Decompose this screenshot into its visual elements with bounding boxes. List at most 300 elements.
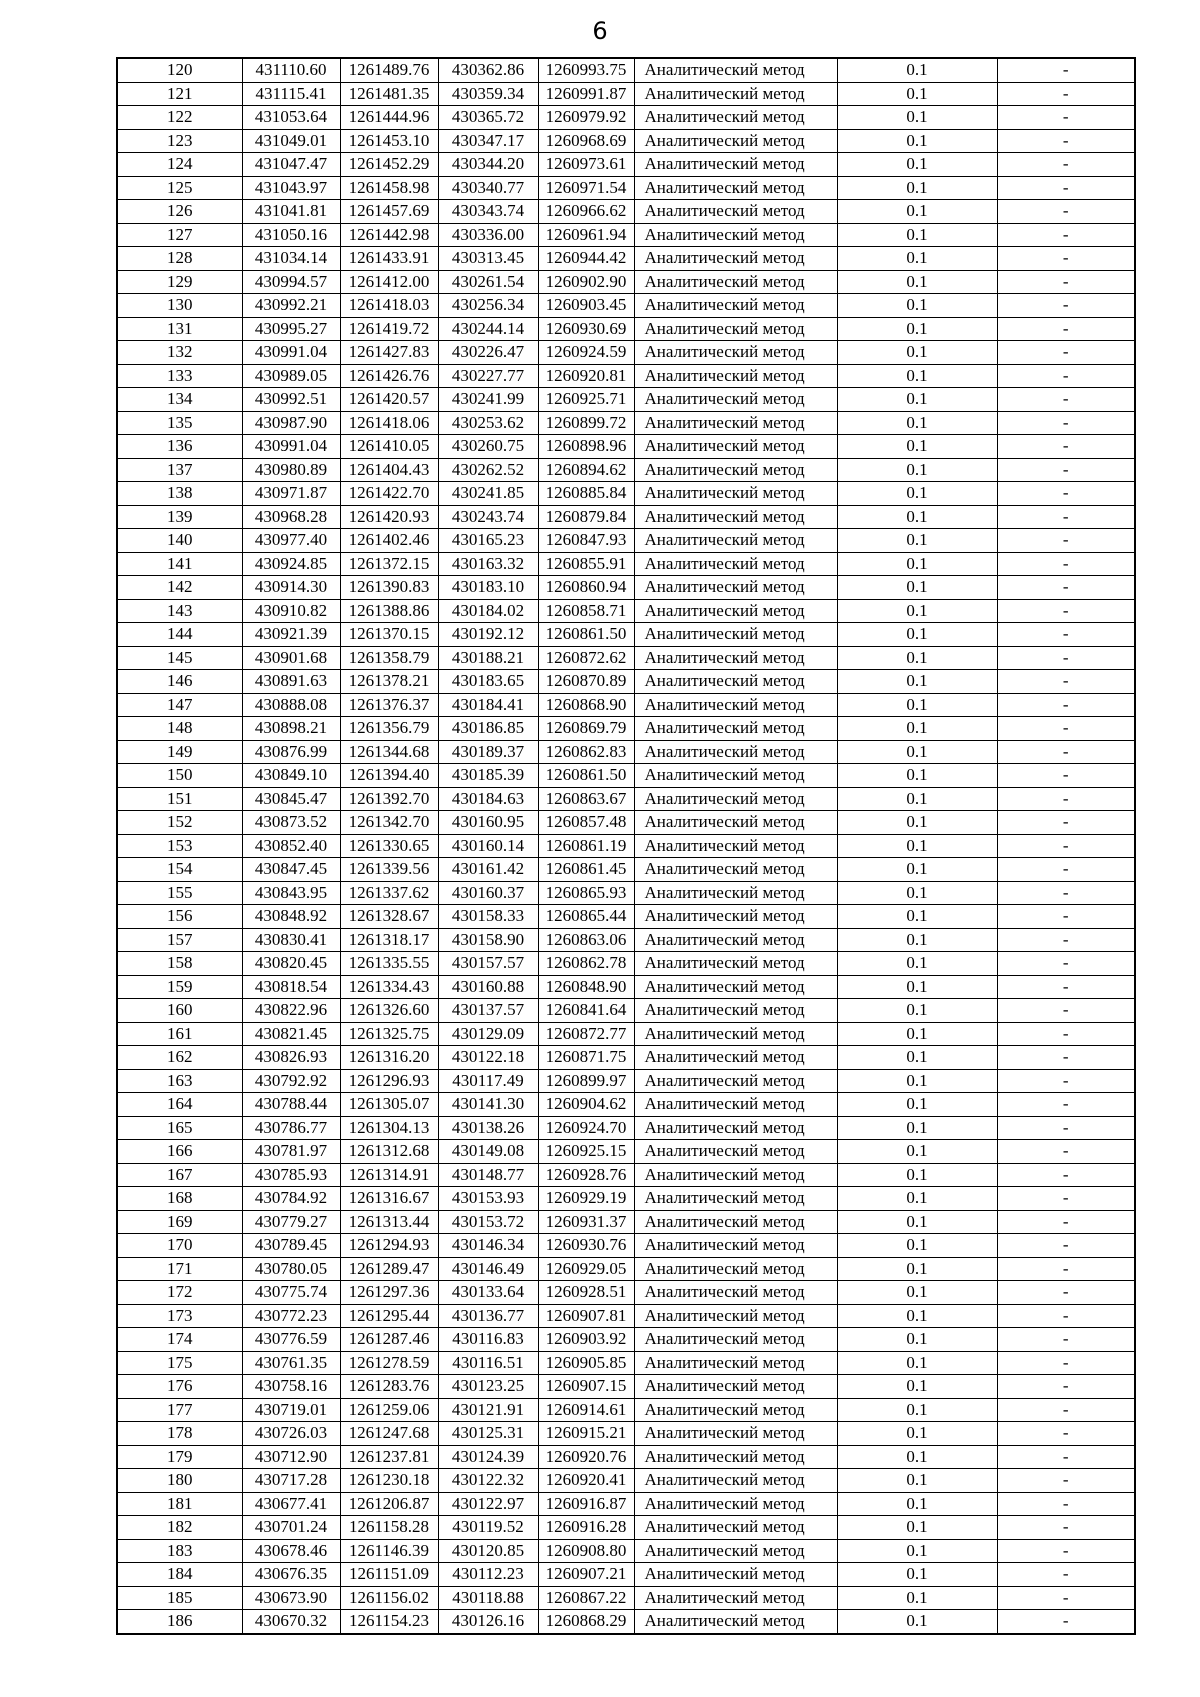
note-cell: - — [997, 1539, 1135, 1563]
y2-cell: 1260920.41 — [538, 1469, 634, 1493]
x1-cell: 430910.82 — [242, 599, 340, 623]
y2-cell: 1260961.94 — [538, 223, 634, 247]
y1-cell: 1261316.67 — [340, 1187, 438, 1211]
table-row — [117, 1328, 1135, 1352]
point-number-cell: 127 — [117, 223, 242, 247]
point-number-cell: 174 — [117, 1328, 242, 1352]
y1-cell: 1261313.44 — [340, 1210, 438, 1234]
accuracy-cell: 0.1 — [837, 1116, 997, 1140]
table-row — [117, 247, 1135, 271]
point-number-cell: 125 — [117, 176, 242, 200]
x2-cell: 430122.32 — [438, 1469, 538, 1493]
x2-cell: 430117.49 — [438, 1069, 538, 1093]
note-cell: - — [997, 975, 1135, 999]
note-cell: - — [997, 1093, 1135, 1117]
x1-cell: 430991.04 — [242, 341, 340, 365]
point-number-cell: 126 — [117, 200, 242, 224]
accuracy-cell: 0.1 — [837, 952, 997, 976]
y1-cell: 1261376.37 — [340, 693, 438, 717]
x1-cell: 430821.45 — [242, 1022, 340, 1046]
table-row — [117, 1187, 1135, 1211]
point-number-cell: 141 — [117, 552, 242, 576]
accuracy-cell: 0.1 — [837, 82, 997, 106]
note-cell: - — [997, 952, 1135, 976]
method-cell: Аналитический метод — [634, 1116, 837, 1140]
y1-cell: 1261316.20 — [340, 1046, 438, 1070]
y1-cell: 1261402.46 — [340, 529, 438, 553]
y2-cell: 1260868.90 — [538, 693, 634, 717]
x1-cell: 430848.92 — [242, 905, 340, 929]
point-number-cell: 147 — [117, 693, 242, 717]
table-row — [117, 317, 1135, 341]
method-cell: Аналитический метод — [634, 764, 837, 788]
table-row — [117, 1492, 1135, 1516]
method-cell: Аналитический метод — [634, 717, 837, 741]
x2-cell: 430256.34 — [438, 294, 538, 318]
y2-cell: 1260925.15 — [538, 1140, 634, 1164]
table-row — [117, 1234, 1135, 1258]
point-number-cell: 161 — [117, 1022, 242, 1046]
table-row — [117, 106, 1135, 130]
accuracy-cell: 0.1 — [837, 905, 997, 929]
accuracy-cell: 0.1 — [837, 928, 997, 952]
table-row — [117, 1257, 1135, 1281]
y1-cell: 1261318.17 — [340, 928, 438, 952]
method-cell: Аналитический метод — [634, 176, 837, 200]
accuracy-cell: 0.1 — [837, 1563, 997, 1587]
point-number-cell: 140 — [117, 529, 242, 553]
table-row — [117, 1539, 1135, 1563]
note-cell: - — [997, 928, 1135, 952]
note-cell: - — [997, 576, 1135, 600]
note-cell: - — [997, 1234, 1135, 1258]
note-cell: - — [997, 764, 1135, 788]
note-cell: - — [997, 670, 1135, 694]
y1-cell: 1261206.87 — [340, 1492, 438, 1516]
method-cell: Аналитический метод — [634, 388, 837, 412]
x2-cell: 430116.51 — [438, 1351, 538, 1375]
y1-cell: 1261444.96 — [340, 106, 438, 130]
x2-cell: 430122.97 — [438, 1492, 538, 1516]
x2-cell: 430340.77 — [438, 176, 538, 200]
accuracy-cell: 0.1 — [837, 529, 997, 553]
x2-cell: 430227.77 — [438, 364, 538, 388]
note-cell: - — [997, 811, 1135, 835]
accuracy-cell: 0.1 — [837, 1069, 997, 1093]
table-row — [117, 176, 1135, 200]
x1-cell: 430673.90 — [242, 1586, 340, 1610]
x1-cell: 431053.64 — [242, 106, 340, 130]
x2-cell: 430344.20 — [438, 153, 538, 177]
note-cell: - — [997, 317, 1135, 341]
x1-cell: 431115.41 — [242, 82, 340, 106]
accuracy-cell: 0.1 — [837, 1492, 997, 1516]
y1-cell: 1261388.86 — [340, 599, 438, 623]
table-row — [117, 552, 1135, 576]
x1-cell: 430776.59 — [242, 1328, 340, 1352]
x2-cell: 430185.39 — [438, 764, 538, 788]
y2-cell: 1260867.22 — [538, 1586, 634, 1610]
y2-cell: 1260865.93 — [538, 881, 634, 905]
x1-cell: 430992.21 — [242, 294, 340, 318]
accuracy-cell: 0.1 — [837, 1351, 997, 1375]
point-number-cell: 152 — [117, 811, 242, 835]
y2-cell: 1260902.90 — [538, 270, 634, 294]
y2-cell: 1260870.89 — [538, 670, 634, 694]
accuracy-cell: 0.1 — [837, 1257, 997, 1281]
y2-cell: 1260858.71 — [538, 599, 634, 623]
x1-cell: 430876.99 — [242, 740, 340, 764]
point-number-cell: 171 — [117, 1257, 242, 1281]
x2-cell: 430347.17 — [438, 129, 538, 153]
table-row — [117, 693, 1135, 717]
y1-cell: 1261259.06 — [340, 1398, 438, 1422]
accuracy-cell: 0.1 — [837, 999, 997, 1023]
y1-cell: 1261312.68 — [340, 1140, 438, 1164]
y1-cell: 1261481.35 — [340, 82, 438, 106]
x1-cell: 430977.40 — [242, 529, 340, 553]
table-row — [117, 928, 1135, 952]
table-row — [117, 294, 1135, 318]
y2-cell: 1260861.45 — [538, 858, 634, 882]
note-cell: - — [997, 1563, 1135, 1587]
y2-cell: 1260907.81 — [538, 1304, 634, 1328]
y1-cell: 1261158.28 — [340, 1516, 438, 1540]
method-cell: Аналитический метод — [634, 1281, 837, 1305]
table-row — [117, 599, 1135, 623]
accuracy-cell: 0.1 — [837, 740, 997, 764]
note-cell: - — [997, 1140, 1135, 1164]
table-row — [117, 58, 1135, 82]
method-cell: Аналитический метод — [634, 834, 837, 858]
accuracy-cell: 0.1 — [837, 505, 997, 529]
y2-cell: 1260907.15 — [538, 1375, 634, 1399]
table-row — [117, 458, 1135, 482]
y2-cell: 1260924.59 — [538, 341, 634, 365]
point-number-cell: 145 — [117, 646, 242, 670]
y2-cell: 1260904.62 — [538, 1093, 634, 1117]
point-number-cell: 144 — [117, 623, 242, 647]
accuracy-cell: 0.1 — [837, 881, 997, 905]
x1-cell: 430971.87 — [242, 482, 340, 506]
note-cell: - — [997, 1116, 1135, 1140]
x1-cell: 430788.44 — [242, 1093, 340, 1117]
note-cell: - — [997, 1163, 1135, 1187]
x1-cell: 430843.95 — [242, 881, 340, 905]
x1-cell: 430818.54 — [242, 975, 340, 999]
y1-cell: 1261328.67 — [340, 905, 438, 929]
point-number-cell: 178 — [117, 1422, 242, 1446]
y2-cell: 1260857.48 — [538, 811, 634, 835]
y1-cell: 1261404.43 — [340, 458, 438, 482]
x1-cell: 431110.60 — [242, 58, 340, 82]
table-row — [117, 200, 1135, 224]
x1-cell: 430758.16 — [242, 1375, 340, 1399]
point-number-cell: 184 — [117, 1563, 242, 1587]
y1-cell: 1261392.70 — [340, 787, 438, 811]
note-cell: - — [997, 153, 1135, 177]
table-row — [117, 153, 1135, 177]
table-row — [117, 740, 1135, 764]
table-row — [117, 82, 1135, 106]
x2-cell: 430148.77 — [438, 1163, 538, 1187]
x2-cell: 430183.65 — [438, 670, 538, 694]
point-number-cell: 135 — [117, 411, 242, 435]
accuracy-cell: 0.1 — [837, 1516, 997, 1540]
method-cell: Аналитический метод — [634, 1140, 837, 1164]
point-number-cell: 146 — [117, 670, 242, 694]
accuracy-cell: 0.1 — [837, 200, 997, 224]
y1-cell: 1261433.91 — [340, 247, 438, 271]
note-cell: - — [997, 270, 1135, 294]
point-number-cell: 172 — [117, 1281, 242, 1305]
y2-cell: 1260966.62 — [538, 200, 634, 224]
note-cell: - — [997, 1398, 1135, 1422]
x1-cell: 430775.74 — [242, 1281, 340, 1305]
table-row — [117, 1210, 1135, 1234]
method-cell: Аналитический метод — [634, 529, 837, 553]
method-cell: Аналитический метод — [634, 1586, 837, 1610]
accuracy-cell: 0.1 — [837, 1586, 997, 1610]
note-cell: - — [997, 247, 1135, 271]
x1-cell: 430789.45 — [242, 1234, 340, 1258]
point-number-cell: 167 — [117, 1163, 242, 1187]
point-number-cell: 121 — [117, 82, 242, 106]
y2-cell: 1260924.70 — [538, 1116, 634, 1140]
x2-cell: 430153.93 — [438, 1187, 538, 1211]
y1-cell: 1261146.39 — [340, 1539, 438, 1563]
point-number-cell: 133 — [117, 364, 242, 388]
method-cell: Аналитический метод — [634, 200, 837, 224]
x2-cell: 430153.72 — [438, 1210, 538, 1234]
accuracy-cell: 0.1 — [837, 1093, 997, 1117]
note-cell: - — [997, 1586, 1135, 1610]
x2-cell: 430160.37 — [438, 881, 538, 905]
x2-cell: 430158.33 — [438, 905, 538, 929]
y1-cell: 1261489.76 — [340, 58, 438, 82]
table-row — [117, 1281, 1135, 1305]
point-number-cell: 149 — [117, 740, 242, 764]
method-cell: Аналитический метод — [634, 1469, 837, 1493]
x1-cell: 430987.90 — [242, 411, 340, 435]
point-number-cell: 176 — [117, 1375, 242, 1399]
x1-cell: 431043.97 — [242, 176, 340, 200]
point-number-cell: 170 — [117, 1234, 242, 1258]
note-cell: - — [997, 106, 1135, 130]
method-cell: Аналитический метод — [634, 1351, 837, 1375]
y2-cell: 1260973.61 — [538, 153, 634, 177]
point-number-cell: 186 — [117, 1610, 242, 1634]
y2-cell: 1260903.92 — [538, 1328, 634, 1352]
table-row — [117, 1398, 1135, 1422]
table-row — [117, 858, 1135, 882]
y1-cell: 1261295.44 — [340, 1304, 438, 1328]
x1-cell: 430968.28 — [242, 505, 340, 529]
point-number-cell: 142 — [117, 576, 242, 600]
point-number-cell: 164 — [117, 1093, 242, 1117]
note-cell: - — [997, 1304, 1135, 1328]
x2-cell: 430126.16 — [438, 1610, 538, 1634]
x1-cell: 430921.39 — [242, 623, 340, 647]
accuracy-cell: 0.1 — [837, 176, 997, 200]
accuracy-cell: 0.1 — [837, 1539, 997, 1563]
y1-cell: 1261154.23 — [340, 1610, 438, 1634]
y2-cell: 1260899.72 — [538, 411, 634, 435]
accuracy-cell: 0.1 — [837, 1140, 997, 1164]
accuracy-cell: 0.1 — [837, 717, 997, 741]
x1-cell: 430849.10 — [242, 764, 340, 788]
method-cell: Аналитический метод — [634, 458, 837, 482]
accuracy-cell: 0.1 — [837, 787, 997, 811]
y2-cell: 1260914.61 — [538, 1398, 634, 1422]
note-cell: - — [997, 294, 1135, 318]
method-cell: Аналитический метод — [634, 1375, 837, 1399]
method-cell: Аналитический метод — [634, 82, 837, 106]
accuracy-cell: 0.1 — [837, 1304, 997, 1328]
point-number-cell: 158 — [117, 952, 242, 976]
point-number-cell: 185 — [117, 1586, 242, 1610]
table-row — [117, 341, 1135, 365]
y2-cell: 1260928.51 — [538, 1281, 634, 1305]
x2-cell: 430120.85 — [438, 1539, 538, 1563]
x1-cell: 430924.85 — [242, 552, 340, 576]
point-number-cell: 132 — [117, 341, 242, 365]
method-cell: Аналитический метод — [634, 435, 837, 459]
y1-cell: 1261453.10 — [340, 129, 438, 153]
x1-cell: 430726.03 — [242, 1422, 340, 1446]
note-cell: - — [997, 1281, 1135, 1305]
y2-cell: 1260968.69 — [538, 129, 634, 153]
accuracy-cell: 0.1 — [837, 811, 997, 835]
x1-cell: 430717.28 — [242, 1469, 340, 1493]
table-row — [117, 623, 1135, 647]
note-cell: - — [997, 388, 1135, 412]
method-cell: Аналитический метод — [634, 599, 837, 623]
x2-cell: 430123.25 — [438, 1375, 538, 1399]
y1-cell: 1261394.40 — [340, 764, 438, 788]
method-cell: Аналитический метод — [634, 740, 837, 764]
accuracy-cell: 0.1 — [837, 975, 997, 999]
accuracy-cell: 0.1 — [837, 1398, 997, 1422]
x1-cell: 430677.41 — [242, 1492, 340, 1516]
method-cell: Аналитический метод — [634, 881, 837, 905]
method-cell: Аналитический метод — [634, 1610, 837, 1634]
note-cell: - — [997, 505, 1135, 529]
x2-cell: 430157.57 — [438, 952, 538, 976]
y1-cell: 1261337.62 — [340, 881, 438, 905]
x2-cell: 430158.90 — [438, 928, 538, 952]
note-cell: - — [997, 482, 1135, 506]
point-number-cell: 148 — [117, 717, 242, 741]
accuracy-cell: 0.1 — [837, 1422, 997, 1446]
x2-cell: 430183.10 — [438, 576, 538, 600]
y2-cell: 1260869.79 — [538, 717, 634, 741]
note-cell: - — [997, 1375, 1135, 1399]
note-cell: - — [997, 599, 1135, 623]
x2-cell: 430141.30 — [438, 1093, 538, 1117]
y2-cell: 1260868.29 — [538, 1610, 634, 1634]
note-cell: - — [997, 223, 1135, 247]
x2-cell: 430260.75 — [438, 435, 538, 459]
y1-cell: 1261287.46 — [340, 1328, 438, 1352]
method-cell: Аналитический метод — [634, 1210, 837, 1234]
table-row — [117, 1422, 1135, 1446]
x1-cell: 430830.41 — [242, 928, 340, 952]
y1-cell: 1261326.60 — [340, 999, 438, 1023]
note-cell: - — [997, 646, 1135, 670]
y1-cell: 1261296.93 — [340, 1069, 438, 1093]
table-row — [117, 1163, 1135, 1187]
x2-cell: 430261.54 — [438, 270, 538, 294]
x2-cell: 430161.42 — [438, 858, 538, 882]
table-row — [117, 1304, 1135, 1328]
y1-cell: 1261419.72 — [340, 317, 438, 341]
x1-cell: 430701.24 — [242, 1516, 340, 1540]
accuracy-cell: 0.1 — [837, 270, 997, 294]
table-row — [117, 129, 1135, 153]
x1-cell: 430852.40 — [242, 834, 340, 858]
x2-cell: 430146.34 — [438, 1234, 538, 1258]
x1-cell: 430772.23 — [242, 1304, 340, 1328]
accuracy-cell: 0.1 — [837, 1281, 997, 1305]
y1-cell: 1261304.13 — [340, 1116, 438, 1140]
note-cell: - — [997, 341, 1135, 365]
table-row — [117, 1046, 1135, 1070]
method-cell: Аналитический метод — [634, 1046, 837, 1070]
note-cell: - — [997, 1422, 1135, 1446]
table-row — [117, 1516, 1135, 1540]
accuracy-cell: 0.1 — [837, 1445, 997, 1469]
method-cell: Аналитический метод — [634, 482, 837, 506]
x2-cell: 430188.21 — [438, 646, 538, 670]
table-row — [117, 881, 1135, 905]
x1-cell: 430888.08 — [242, 693, 340, 717]
y1-cell: 1261418.06 — [340, 411, 438, 435]
x2-cell: 430365.72 — [438, 106, 538, 130]
table-row — [117, 1351, 1135, 1375]
y2-cell: 1260860.94 — [538, 576, 634, 600]
y1-cell: 1261325.75 — [340, 1022, 438, 1046]
table-row — [117, 529, 1135, 553]
table-row — [117, 1140, 1135, 1164]
accuracy-cell: 0.1 — [837, 106, 997, 130]
y2-cell: 1260865.44 — [538, 905, 634, 929]
method-cell: Аналитический метод — [634, 670, 837, 694]
x2-cell: 430226.47 — [438, 341, 538, 365]
table-row — [117, 1375, 1135, 1399]
y1-cell: 1261356.79 — [340, 717, 438, 741]
x2-cell: 430116.83 — [438, 1328, 538, 1352]
accuracy-cell: 0.1 — [837, 153, 997, 177]
accuracy-cell: 0.1 — [837, 1022, 997, 1046]
point-number-cell: 120 — [117, 58, 242, 82]
x1-cell: 430678.46 — [242, 1539, 340, 1563]
note-cell: - — [997, 58, 1135, 82]
method-cell: Аналитический метод — [634, 1516, 837, 1540]
x1-cell: 430670.32 — [242, 1610, 340, 1634]
y1-cell: 1261294.93 — [340, 1234, 438, 1258]
x1-cell: 430914.30 — [242, 576, 340, 600]
point-number-cell: 166 — [117, 1140, 242, 1164]
method-cell: Аналитический метод — [634, 787, 837, 811]
x2-cell: 430192.12 — [438, 623, 538, 647]
accuracy-cell: 0.1 — [837, 364, 997, 388]
method-cell: Аналитический метод — [634, 294, 837, 318]
point-number-cell: 128 — [117, 247, 242, 271]
y1-cell: 1261410.05 — [340, 435, 438, 459]
x1-cell: 430845.47 — [242, 787, 340, 811]
x1-cell: 431047.47 — [242, 153, 340, 177]
